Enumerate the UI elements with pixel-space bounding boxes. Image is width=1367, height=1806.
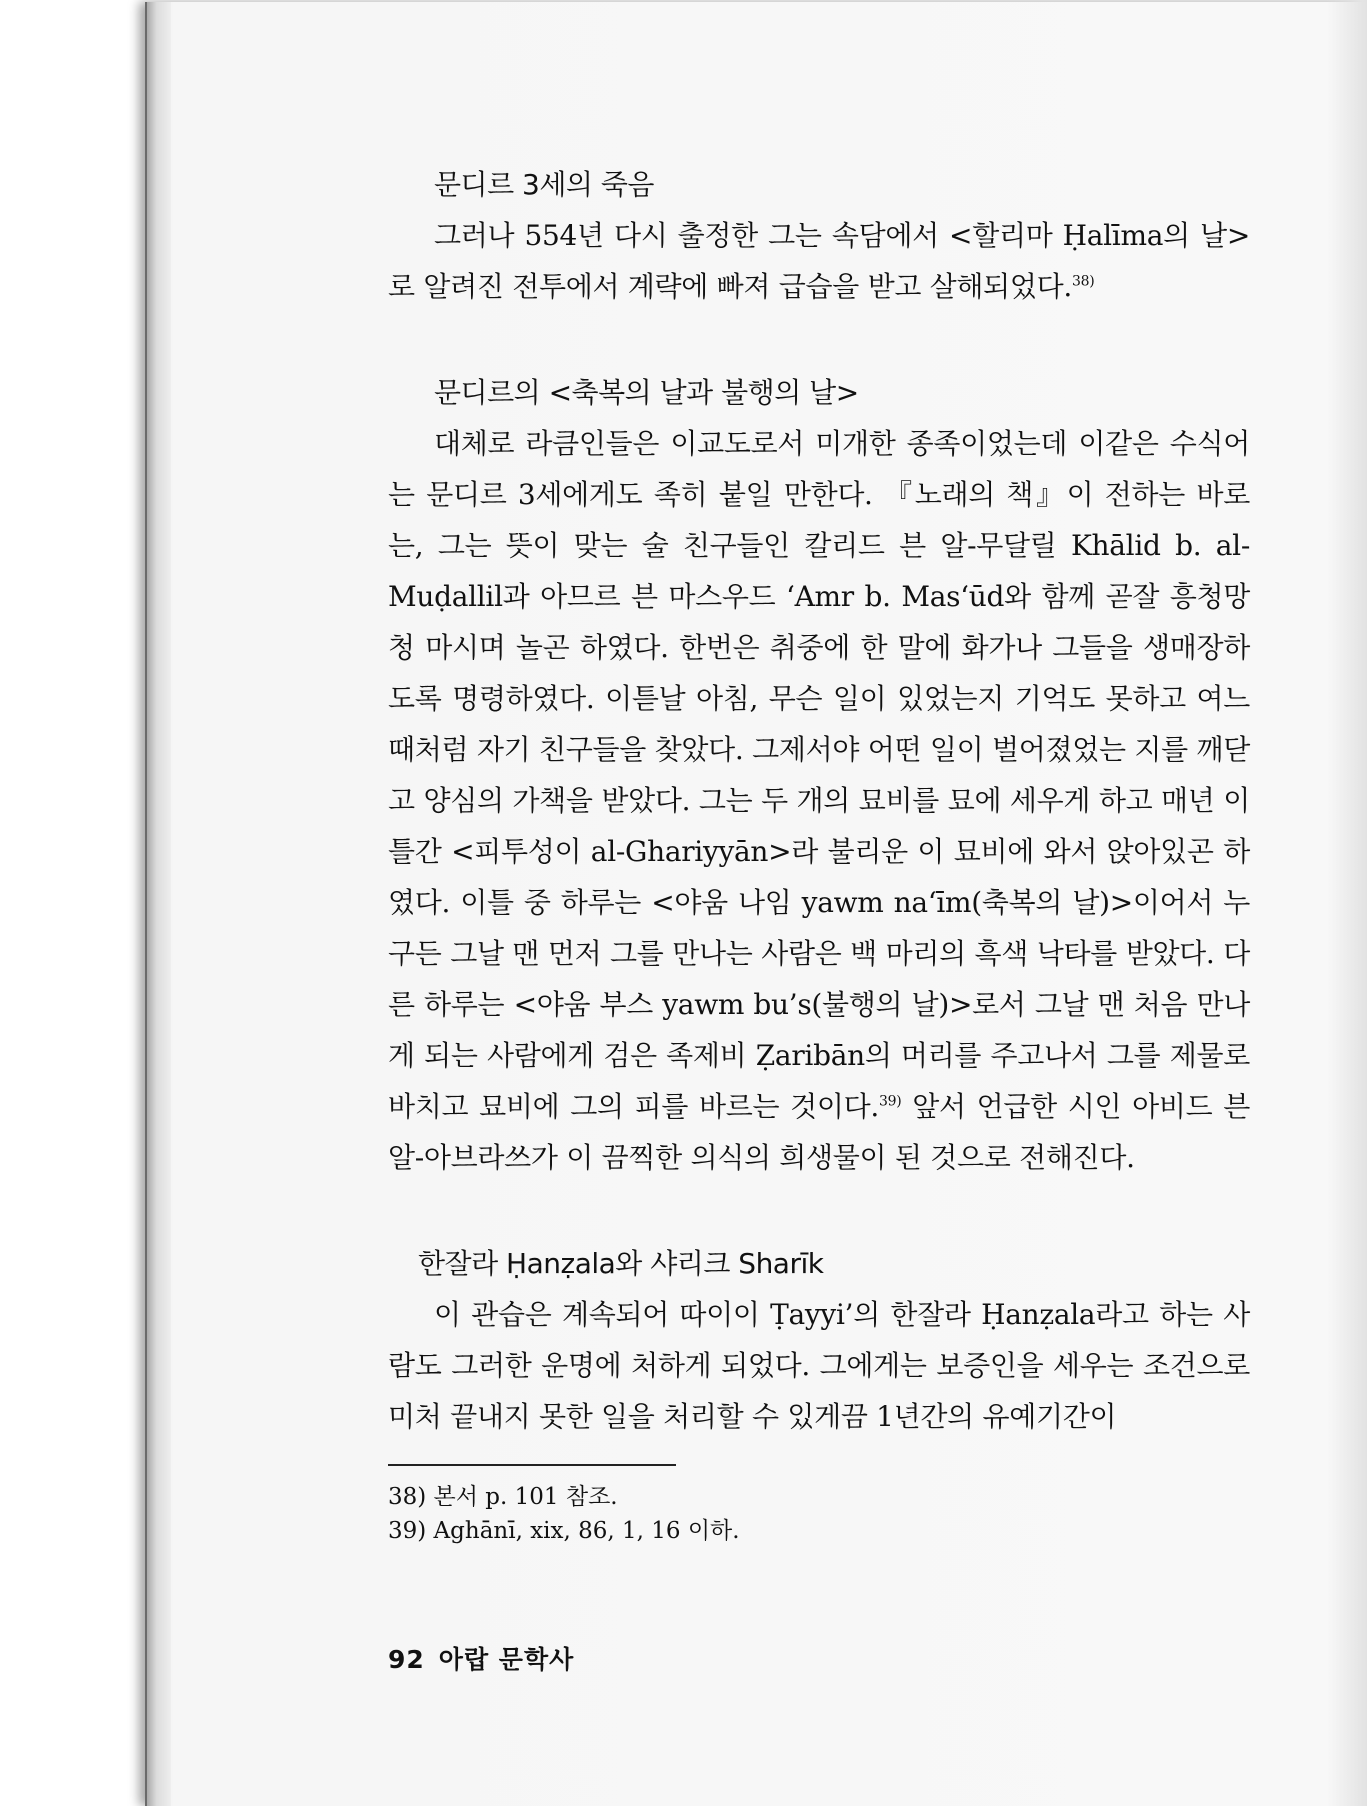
- section-heading-hanzala-sharik: 한잘라 Ḥanẓala와 샤리크 Sharīk: [418, 1247, 824, 1280]
- paragraph-text: 대체로 라큼인들은 이교도로서 미개한 종족이었는데 이같은 수식어는 문디르 3세에게도 족히 붙일 만한다. 『노래의 책』이 전하는 바로는, 그는 뜻이 맞는 술 친구들인 칼리드 븐 알-무달릴 Khālid b. al-Muḍallil과 아므르 븐 마스우드 ‘Amr b. Mas‘ūd와 함께 곧잘 흥청망청 마시며 놀곤 하였다. 한번은 취중에 한 말에 화가나 그들을 생매장하도록 명령하였다. 이튿날 아침, 무슨 일이 있었는지 기억도 못하고 여느 때처럼 자기 친구들을 찾았다. 그제서야 어떤 일이 벌어졌었는 지를 깨닫고 양심의 가책을 받았다. 그는 두 개의 묘비를 묘에 세우게 하고 매년 이틀간 <피투성이 al-Ghariyyān>라 불리운 이 묘비에 와서 앉아있곤 하였다. 이틀 중 하루는 <야움 나임 yawm na‘īm(축복의 날)>이어서 누구든 그날 맨 먼저 그를 만나는 사람은 백 마리의 흑색 낙타를 받았다. 다른 하루는 <야움 부스 yawm bu’s(불행의 날)>로서 그날 맨 처음 만나게 되는 사람에게 검은 족제비 Ẓaribān의 머리를 주고나서 그를 제물로 바치고 묘비에 그의 피를 바르는 것이다.: [388, 427, 1250, 1123]
- section-heading-mundhir-death: 문디르 3세의 죽음: [434, 168, 654, 201]
- page-number: 92: [388, 1645, 425, 1674]
- paragraph-text: 그러나 554년 다시 출정한 그는 속담에서 <할리마 Ḥalīma의 날>로 알려진 전투에서 계략에 빠져 급습을 받고 살해되었다.: [388, 219, 1250, 303]
- footnote-ref-39[interactable]: 39): [878, 1093, 902, 1110]
- footnote-39: 39) Aghānī, xix, 86, 1, 16 이하.: [388, 1518, 740, 1544]
- page-content: [388, 160, 1250, 1548]
- paragraph-text-continued: 앞서 언급한 시인 아비드 븐 알-아브라쓰가 이 끔찍한 의식의 희생물이 된 것으로 전해진다.: [388, 1090, 1251, 1174]
- paragraph-hanzala: 이 관습은 계속되어 따이이 Ṭayyi’의 한잘라 Ḥanẓala라고 하는 사람도 그러한 운명에 처하게 되었다. 그에게는 보증인을 세우는 조건으로 미처 끝내지 못한 일을 처리할 수 있게끔 1년간의 유예기간이: [388, 1298, 1250, 1433]
- running-title: 아랍 문학사: [438, 1645, 575, 1674]
- page-right-shade: [1327, 0, 1367, 1806]
- footnote-38: 38) 본서 p. 101 참조.: [388, 1484, 618, 1510]
- page-footer: [388, 1640, 574, 1676]
- paragraph-mundhir-death: [388, 210, 1250, 312]
- footnote-ref-38[interactable]: 38): [1072, 273, 1095, 290]
- footnote-divider: [388, 1464, 676, 1466]
- paragraph-good-bad-days: [388, 418, 1250, 1183]
- section-heading-good-bad-days: 문디르의 <축복의 날과 불행의 날>: [434, 376, 859, 409]
- page-binding-edge: [145, 2, 171, 1806]
